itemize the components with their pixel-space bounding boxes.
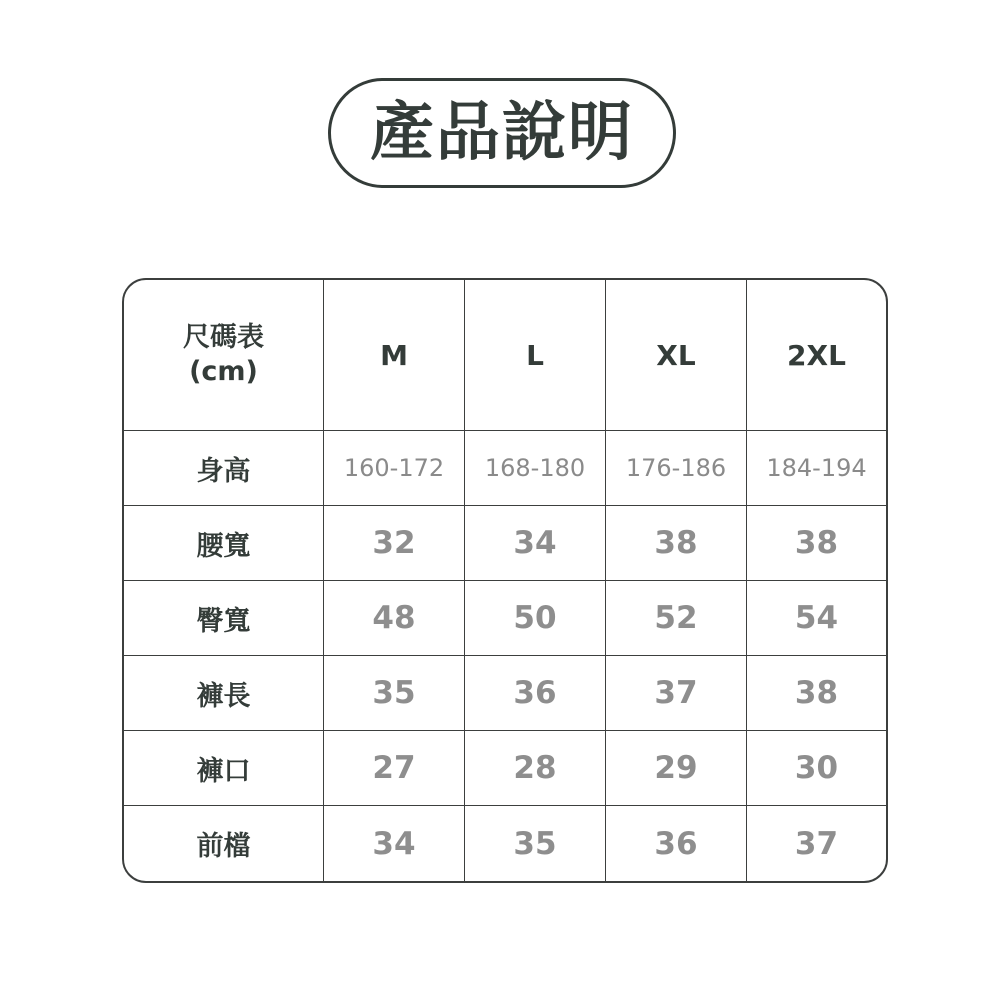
table-cell: 168-180 [465, 431, 606, 506]
table-cell: 28 [465, 731, 606, 806]
row-label-length: 褲長 [124, 656, 324, 731]
table-corner-header [124, 280, 324, 431]
table-cell: 184-194 [747, 431, 886, 506]
table-cell: 36 [606, 806, 747, 881]
table-cell: 30 [747, 731, 886, 806]
table-cell: 35 [465, 806, 606, 881]
table-cell: 37 [606, 656, 747, 731]
table-cell: 34 [324, 806, 465, 881]
table-cell: 54 [747, 581, 886, 656]
table-cell: 37 [794, 825, 839, 862]
size-header-2xl: 2XL [747, 280, 886, 431]
title-badge [328, 78, 676, 188]
corner-title: 尺碼表 [183, 322, 264, 354]
table-cell: 35 [324, 656, 465, 731]
table-cell: 176-186 [606, 431, 747, 506]
row-label-leg-opening: 褲口 [124, 731, 324, 806]
row-label-front-rise: 前檔 [124, 806, 324, 881]
row-label-height: 身高 [124, 431, 324, 506]
size-header-xl: XL [606, 280, 747, 431]
table-cell: 32 [324, 506, 465, 581]
corner-unit: (cm) [189, 356, 258, 387]
table-cell: 34 [465, 506, 606, 581]
table-cell: 36 [465, 656, 606, 731]
table-cell: 29 [606, 731, 747, 806]
row-label-waist: 腰寬 [124, 506, 324, 581]
table-cell: 38 [747, 506, 886, 581]
table-cell: 160-172 [324, 431, 465, 506]
size-header-l: L [465, 280, 606, 431]
table-cell: 38 [606, 506, 747, 581]
size-header-m: M [324, 280, 465, 431]
table-cell: 50 [465, 581, 606, 656]
size-chart-table [122, 278, 888, 883]
table-cell: 38 [747, 656, 886, 731]
table-cell: 27 [324, 731, 465, 806]
row-label-hip: 臀寬 [124, 581, 324, 656]
table-cell: 52 [606, 581, 747, 656]
page-title: 產品說明 [370, 96, 634, 170]
table-cell: 48 [324, 581, 465, 656]
